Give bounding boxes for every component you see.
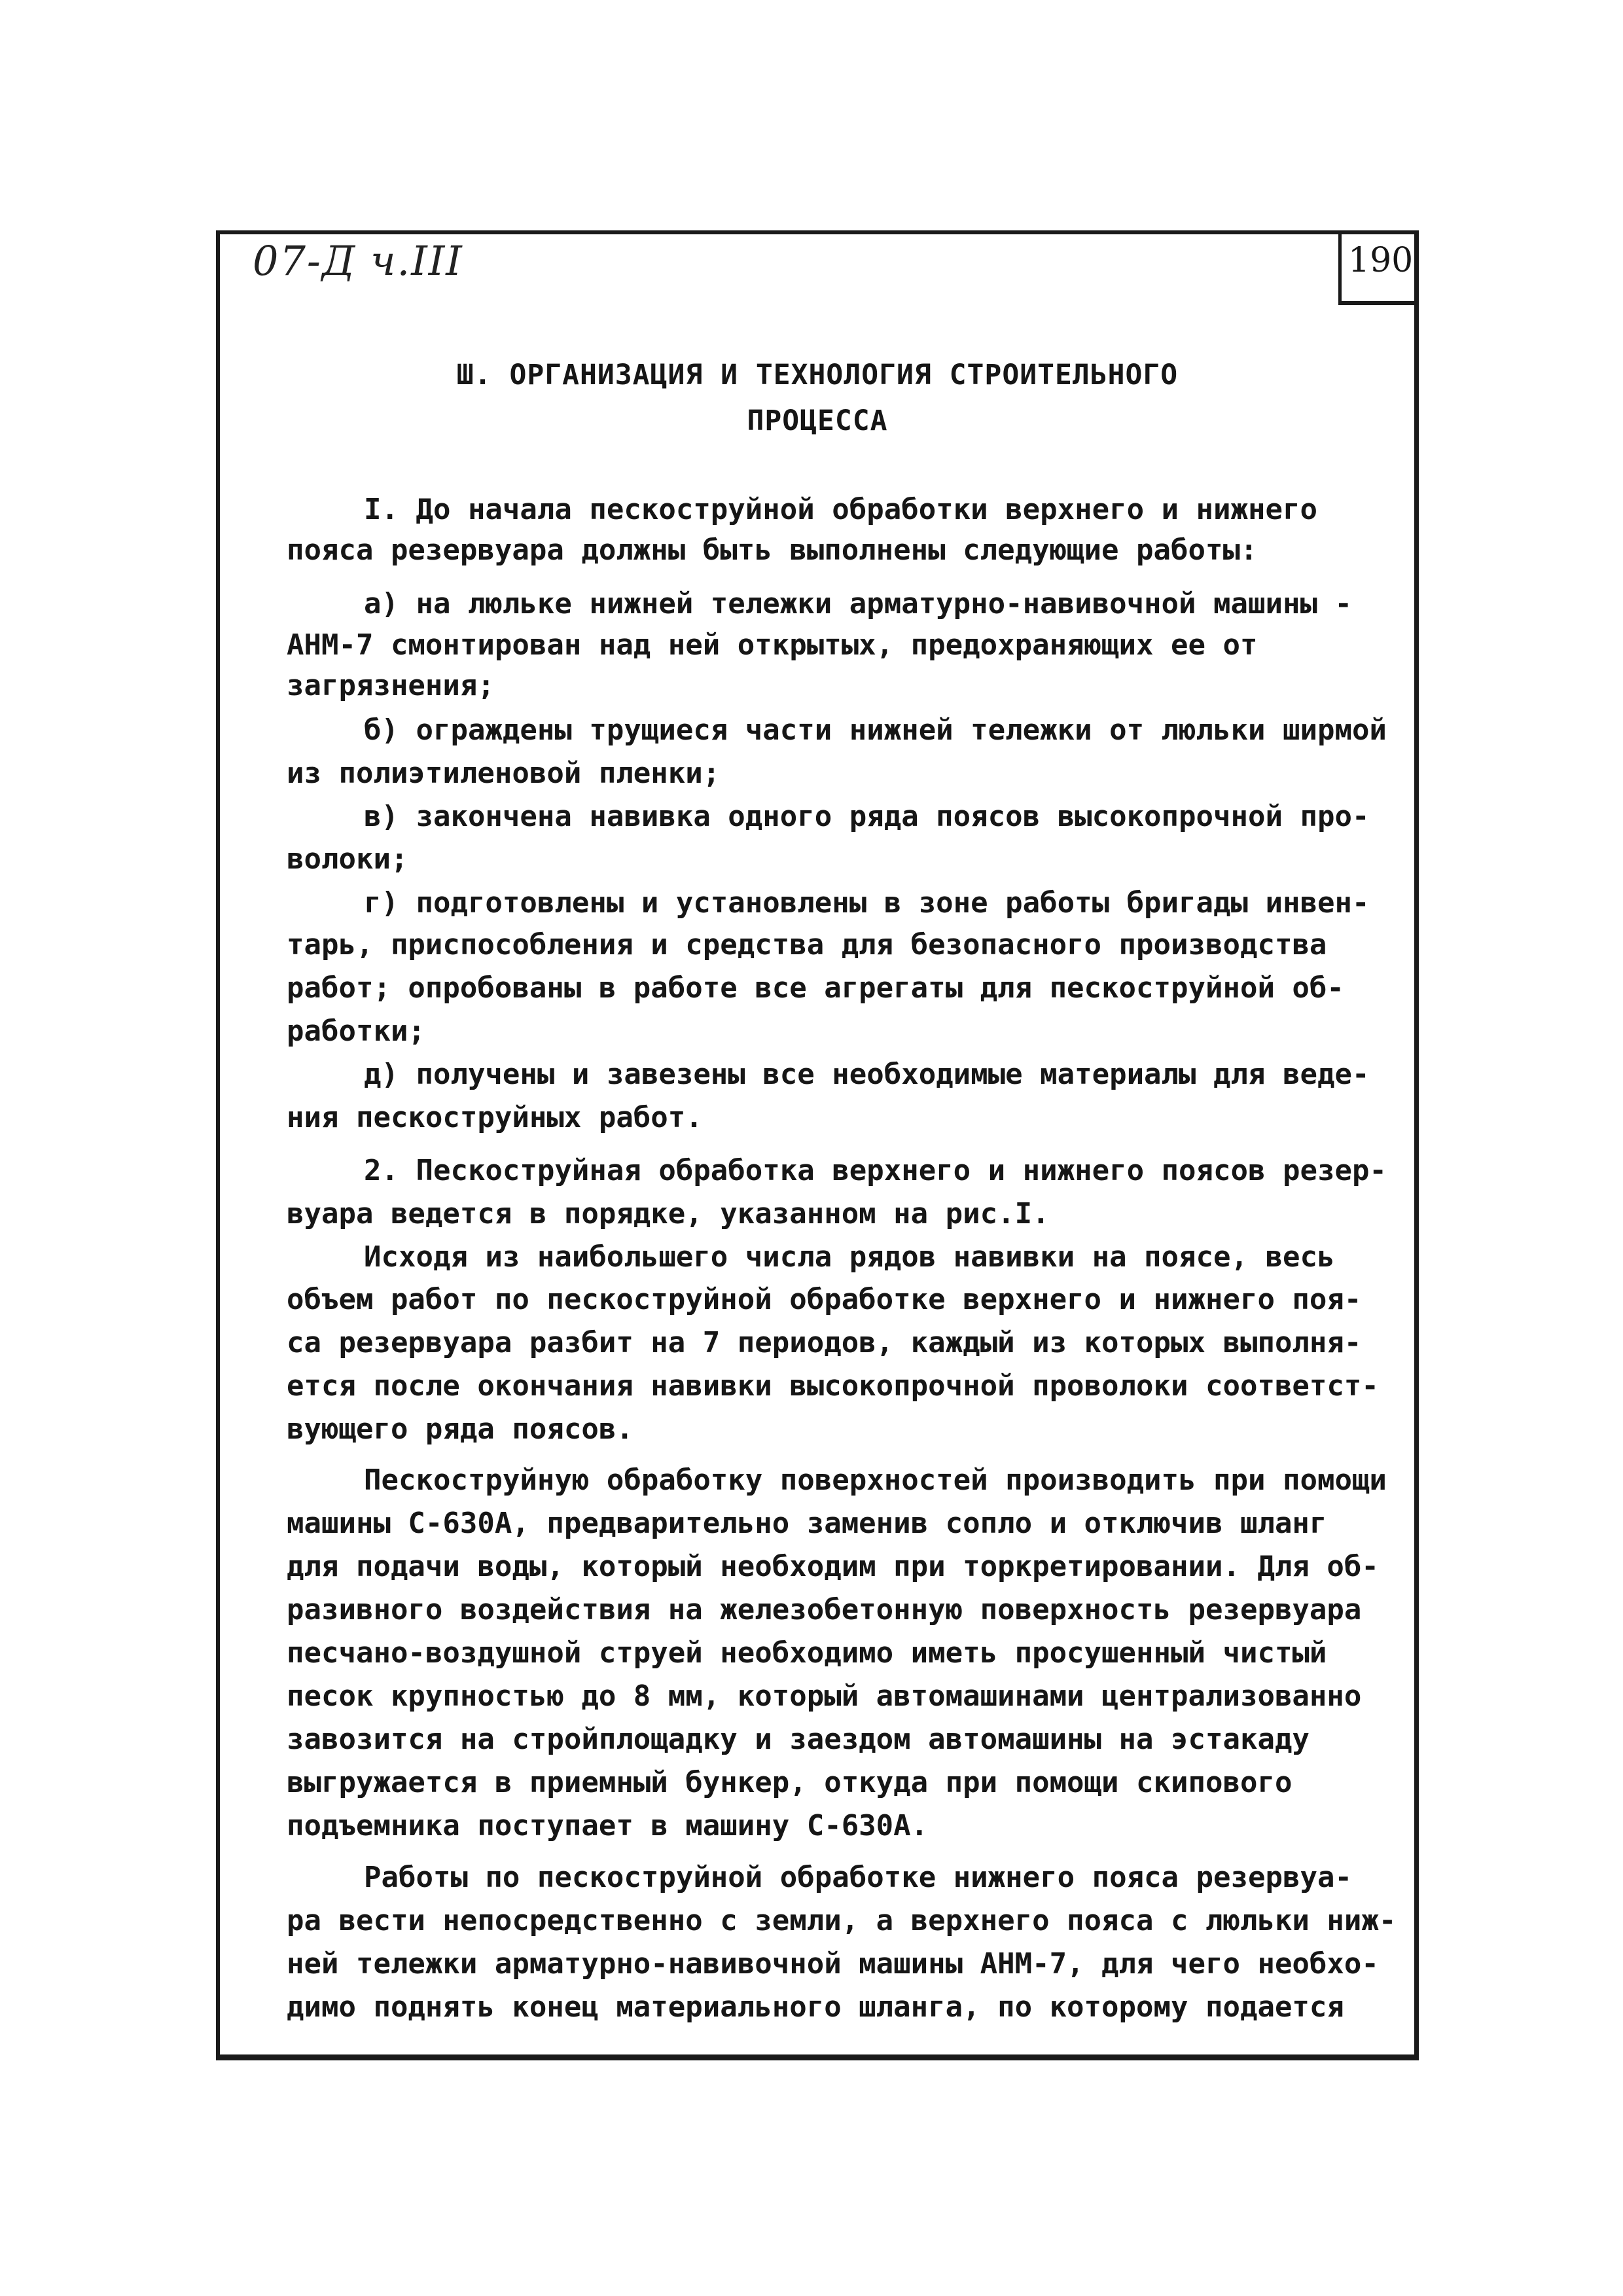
text-line: машины С-630А, предварительно заменив сопло и отключив шланг	[287, 1507, 1327, 1540]
text-line: димо поднять конец материального шланга, по которому подается	[287, 1990, 1344, 2024]
text-line: ется после окончания навивки высокопрочной проволоки соответст-	[287, 1369, 1379, 1403]
text-line: б) ограждены трущиеся части нижней тележки от люльки ширмой	[364, 713, 1387, 747]
text-line: тарь, приспособления и средства для безопасного производства	[287, 928, 1327, 961]
text-line: 2. Пескоструйная обработка верхнего и нижнего поясов резер-	[364, 1154, 1387, 1187]
text-line: завозится на стройплощадку и заездом автомашины на эстакаду	[287, 1723, 1310, 1756]
text-line: разивного воздействия на железобетонную поверхность резервуара	[287, 1593, 1362, 1626]
text-line: вующего ряда поясов.	[287, 1412, 633, 1446]
text-line: выгружается в приемный бункер, откуда при помощи скипового	[287, 1766, 1293, 1799]
text-line: г) подготовлены и установлены в зоне работы бригады инвен-	[364, 886, 1370, 920]
text-line: загрязнения;	[287, 669, 495, 702]
text-line: са резервуара разбит на 7 периодов, каждый из которых выполня-	[287, 1326, 1362, 1359]
text-line: объем работ по пескоструйной обработке верхнего и нижнего поя-	[287, 1283, 1362, 1316]
text-line: ра вести непосредственно с земли, а верхнего пояса с люльки ниж-	[287, 1904, 1397, 1937]
text-line: для подачи воды, который необходим при торкретировании. Для об-	[287, 1550, 1379, 1583]
text-line: Работы по пескоструйной обработке нижнего пояса резервуа-	[364, 1861, 1352, 1894]
text-line: работки;	[287, 1014, 425, 1048]
text-line: подъемника поступает в машину С-630А.	[287, 1809, 929, 1842]
text-line: Исходя из наибольшего числа рядов навивки на поясе, весь	[364, 1240, 1335, 1274]
text-line: песчано-воздушной струей необходимо иметь просушенный чистый	[287, 1636, 1327, 1670]
text-line: а) на люльке нижней тележки арматурно-навивочной машины -	[364, 587, 1352, 620]
section-title-line-2: ПРОЦЕССА	[747, 404, 888, 437]
text-line: работ; опробованы в работе все агрегаты для пескоструйной об-	[287, 971, 1344, 1005]
text-line: ния пескоструйных работ.	[287, 1101, 703, 1134]
text-line: ней тележки арматурно-навивочной машины АНМ-7, для чего необхо-	[287, 1947, 1379, 1981]
text-line: д) получены и завезены все необходимые материалы для веде-	[364, 1058, 1370, 1091]
text-line: в) закончена навивка одного ряда поясов высокопрочной про-	[364, 800, 1370, 833]
section-title-line-1: Ш. ОРГАНИЗАЦИЯ И ТЕХНОЛОГИЯ СТРОИТЕЛЬНОГО	[456, 359, 1179, 391]
text-line: из полиэтиленовой пленки;	[287, 757, 721, 790]
text-line: I. До начала пескоструйной обработки верхнего и нижнего	[364, 493, 1317, 526]
text-line: АНМ-7 смонтирован над ней открытых, предохраняющих ее от	[287, 628, 1258, 662]
text-line: Пескоструйную обработку поверхностей производить при помощи	[364, 1463, 1387, 1497]
text-line: волоки;	[287, 842, 408, 876]
document-code: 07-Д ч.III	[253, 237, 463, 285]
text-line: песок крупностью до 8 мм, который автомашинами централизованно	[287, 1679, 1362, 1713]
page-number: 190	[1348, 241, 1414, 280]
text-line: пояса резервуара должны быть выполнены следующие работы:	[287, 533, 1258, 567]
text-line: вуара ведется в порядке, указанном на рис.I.	[287, 1197, 1050, 1230]
